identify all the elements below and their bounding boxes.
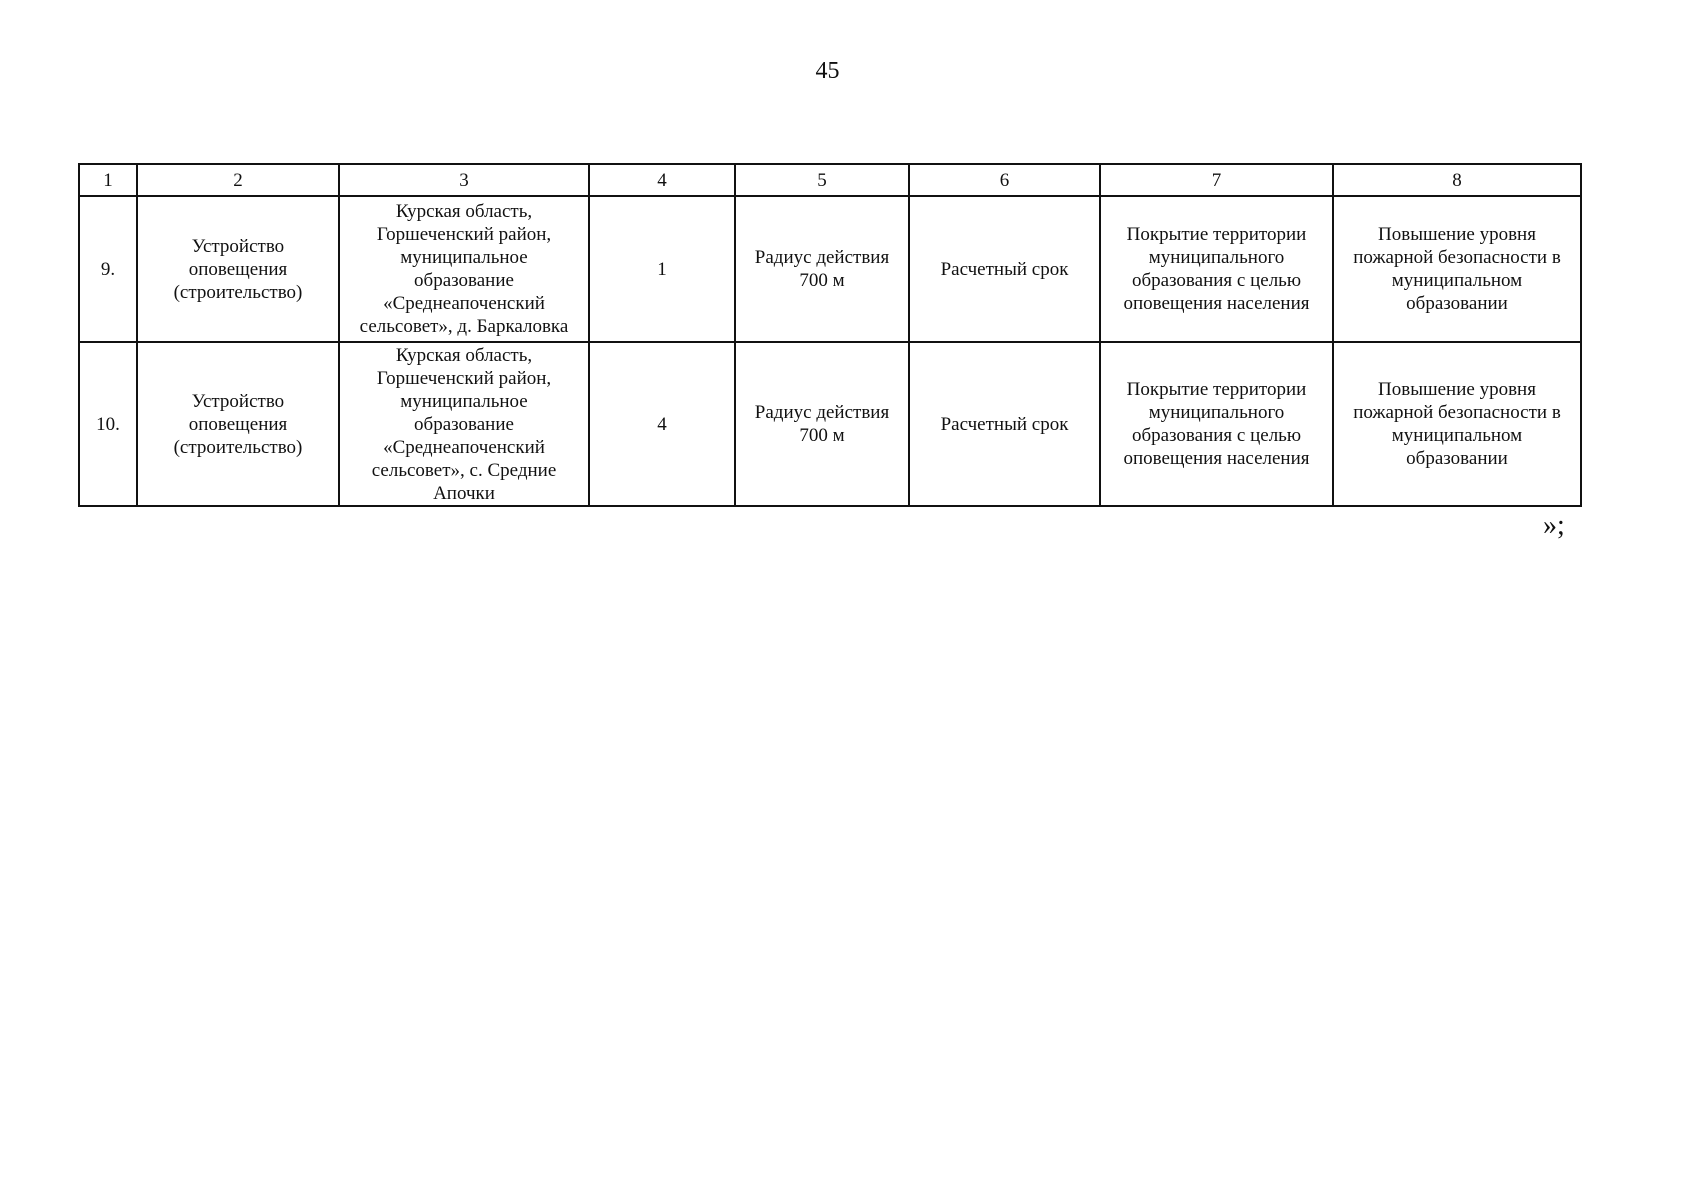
text-line: образования с целью: [1131, 425, 1302, 446]
text-line: оповещения населения: [1123, 293, 1310, 314]
text-line: Курская область,: [395, 201, 533, 222]
text-line: Радиус действия: [754, 247, 890, 268]
effect-cell: [1333, 342, 1581, 506]
facility-name-cell: [137, 342, 339, 506]
table-row: [79, 196, 1581, 342]
text-line: (строительство): [173, 281, 303, 303]
characteristics-cell: [735, 342, 909, 506]
text-line: образование: [414, 413, 514, 435]
column-number: 7: [1100, 164, 1333, 196]
text-line: Повышение уровня: [1378, 379, 1536, 400]
text-line: оповещения населения: [1123, 448, 1310, 469]
location-cell: [339, 196, 589, 342]
text-line: 700 м: [799, 270, 845, 291]
text-line: Радиус действия: [754, 402, 890, 423]
text-line: Горшеченский район,: [376, 224, 552, 245]
text-line: образовании: [1406, 293, 1508, 314]
text-line: Устройство: [191, 235, 285, 257]
quantity-cell: 1: [589, 196, 735, 342]
text-line: сельсовет», д. Баркаловка: [359, 316, 569, 337]
column-number: 4: [589, 164, 735, 196]
text-line: муниципального: [1148, 402, 1285, 423]
characteristics-cell: [735, 196, 909, 342]
column-number: 1: [79, 164, 137, 196]
facility-name-cell: [137, 196, 339, 342]
text-line: образовании: [1406, 448, 1508, 469]
text-line: «Среднеапоченский: [383, 436, 545, 458]
text-line: Устройство: [191, 390, 285, 412]
column-number: 5: [735, 164, 909, 196]
purpose-cell: [1100, 342, 1333, 506]
column-number: 6: [909, 164, 1100, 196]
term-cell: Расчетный срок: [909, 342, 1100, 506]
facilities-table: [78, 163, 1582, 507]
row-number: 9.: [79, 196, 137, 342]
text-line: образование: [414, 270, 514, 291]
text-line: Покрытие территории: [1126, 379, 1307, 400]
text-line: пожарной безопасности в: [1353, 402, 1561, 423]
text-line: (строительство): [173, 436, 303, 458]
row-number: 10.: [79, 342, 137, 506]
column-number: 2: [137, 164, 339, 196]
term-cell: Расчетный срок: [909, 196, 1100, 342]
text-line: Покрытие территории: [1126, 224, 1307, 245]
text-line: муниципальном: [1391, 270, 1523, 291]
purpose-cell: [1100, 196, 1333, 342]
column-number: 3: [339, 164, 589, 196]
closing-quote-mark: »;: [1543, 510, 1565, 541]
text-line: муниципальном: [1391, 425, 1523, 446]
text-line: Повышение уровня: [1378, 224, 1536, 245]
column-number: 8: [1333, 164, 1581, 196]
text-line: сельсовет», с. Средние: [371, 459, 557, 481]
text-line: пожарной безопасности в: [1353, 247, 1561, 268]
text-line: оповещения: [188, 258, 288, 280]
table-row: [79, 342, 1581, 506]
text-line: муниципальное: [400, 390, 528, 412]
text-line: образования с целью: [1131, 270, 1302, 291]
text-line: Курская область,: [395, 344, 533, 366]
text-line: Горшеченский район,: [376, 367, 552, 389]
text-line: оповещения: [188, 413, 288, 435]
text-line: «Среднеапоченский: [383, 293, 545, 314]
text-line: муниципальное: [400, 247, 528, 268]
effect-cell: [1333, 196, 1581, 342]
quantity-cell: 4: [589, 342, 735, 506]
page-number: 45: [815, 58, 840, 84]
column-number-row: [79, 164, 1581, 196]
text-line: 700 м: [799, 425, 845, 446]
location-cell: [339, 342, 589, 506]
text-line: Апочки: [433, 482, 495, 504]
text-line: муниципального: [1148, 247, 1285, 268]
